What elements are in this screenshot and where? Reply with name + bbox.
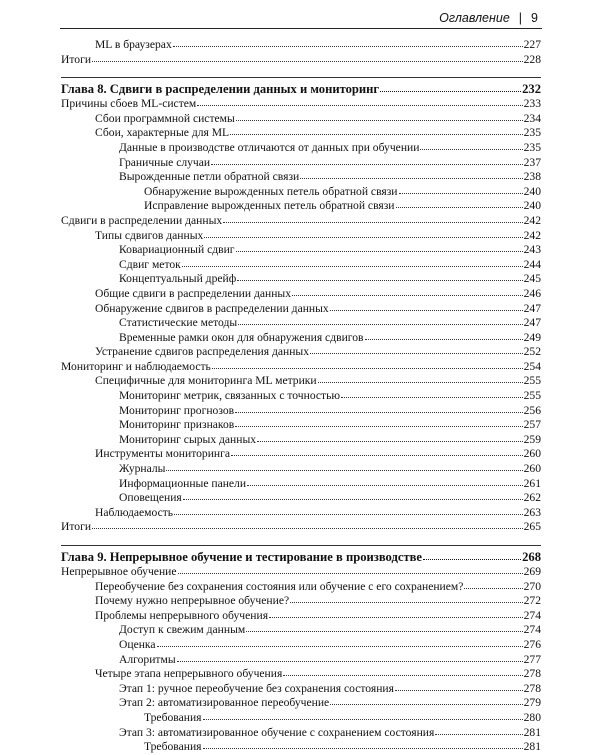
toc-entry-title: Оповещения [119,491,182,505]
dot-leader [92,519,523,529]
page-number: 9 [531,11,538,25]
dot-leader [157,637,523,647]
dot-leader [238,315,522,325]
toc-entry-title: Требования [144,740,202,754]
toc-entry[interactable] [61,520,541,535]
toc-entry[interactable] [61,653,541,668]
dot-leader [365,330,523,340]
dot-leader [269,608,523,618]
dot-leader [174,505,523,515]
toc-entry-title: Временные рамки окон для обнаружения сдвигов [119,330,364,344]
toc-entry-title: Глава 8. Сдвиги в распределении данных и мониторинг [61,82,380,97]
toc-entry-title: Статистические методы [119,316,238,330]
dot-leader [203,710,523,720]
dot-leader [166,461,522,471]
toc-entry[interactable] [61,447,541,462]
dot-leader [178,564,523,574]
dot-leader [236,111,523,121]
toc-entry-page: 274 [523,608,541,622]
toc-entry[interactable] [61,740,541,755]
toc-entry-page: 235 [523,126,541,140]
toc-entry-page: 247 [523,316,541,330]
toc-entry-title: Переобучение без сохранения состояния или обучение с его сохранением? [95,579,464,593]
dot-leader [290,593,522,603]
toc-entry-page: 256 [523,403,541,417]
toc-entry-title: Алгоритмы [119,652,176,666]
table-of-contents [61,38,541,755]
toc-entry[interactable] [61,214,541,229]
toc-entry[interactable] [61,696,541,711]
toc-entry-page: 240 [523,199,541,213]
toc-entry-title: Исправление вырожденных петель обратной связи [144,199,395,213]
toc-entry[interactable] [61,462,541,477]
toc-entry-title: Непрерывное обучение [61,565,177,578]
toc-entry-title: Мониторинг признаков [119,418,235,432]
toc-entry-page: 259 [523,432,541,446]
dot-leader [247,476,523,486]
dot-leader [283,666,522,676]
dot-leader [330,695,522,705]
toc-entry-page: 240 [523,184,541,198]
toc-entry-page: 243 [523,243,541,257]
toc-entry-page: 235 [523,140,541,154]
toc-entry-title: Этап 1: ручное переобучение без сохранения состояния [119,681,394,695]
dot-leader [423,550,521,560]
toc-entry-page: 268 [522,550,541,564]
dot-leader [197,96,522,106]
toc-entry-page: 265 [523,520,541,534]
toc-entry-title: Устранение сдвигов распределения данных [95,345,310,359]
toc-entry[interactable] [61,229,541,244]
toc-entry[interactable] [61,404,541,419]
toc-entry-page: 269 [523,565,541,578]
toc-entry-page: 262 [523,491,541,505]
toc-entry[interactable] [61,594,541,609]
toc-entry[interactable] [61,609,541,624]
toc-entry[interactable] [61,623,541,638]
toc-entry[interactable] [61,126,541,141]
dot-leader [310,344,523,354]
section-gap [61,67,541,77]
toc-entry-title: Вырожденные петли обратной связи [119,170,300,184]
page-header [60,8,542,29]
toc-entry-title: Мониторинг и наблюдаемость [61,359,211,373]
toc-entry-page: 263 [523,505,541,519]
toc-entry-title: Этап 2: автоматизированное переобучение [119,696,330,710]
toc-entry[interactable] [61,331,541,346]
toc-entry[interactable] [61,491,541,506]
toc-entry-title: Сбои программной системы [95,111,235,125]
toc-entry[interactable] [61,711,541,726]
toc-entry[interactable] [61,389,541,404]
dot-leader [380,82,521,92]
toc-entry-page: 237 [523,155,541,169]
toc-entry-page: 244 [523,257,541,271]
toc-entry-title: Почему нужно непрерывное обучение? [95,594,290,608]
dot-leader [203,739,523,749]
dot-leader [395,681,523,691]
dot-leader [177,652,523,662]
toc-entry-title: Общие сдвиги в распределении данных [95,286,292,300]
toc-entry[interactable] [61,667,541,682]
dot-leader [420,140,522,150]
toc-entry-title: Сдвиг меток [119,257,181,271]
dot-leader [330,301,523,311]
toc-entry-title: Информационные панели [119,476,247,490]
dot-leader [300,169,522,179]
toc-entry[interactable] [61,170,541,185]
toc-entry[interactable] [61,38,541,53]
toc-entry[interactable] [61,272,541,287]
toc-entry-page: 245 [523,272,541,286]
toc-entry-page: 274 [523,623,541,637]
toc-entry-title: Ковариационный сдвиг [119,243,235,257]
toc-entry-title: Мониторинг прогнозов [119,403,235,417]
toc-entry-page: 246 [523,286,541,300]
toc-entry-page: 238 [523,170,541,184]
toc-entry-title: Концептуальный дрейф [119,272,237,286]
toc-entry[interactable] [61,112,541,127]
toc-entry-page: 254 [523,359,541,373]
toc-entry[interactable] [61,287,541,302]
toc-entry[interactable] [61,506,541,521]
toc-entry[interactable] [61,433,541,448]
toc-entry[interactable] [61,53,541,68]
toc-entry-page: 227 [523,38,541,51]
dot-leader [435,725,522,735]
toc-entry[interactable] [61,345,541,360]
toc-entry-page: 272 [523,594,541,608]
toc-entry-title: Специфичные для мониторинга ML метрики [95,374,317,388]
toc-entry-page: 252 [523,345,541,359]
toc-entry-page: 257 [523,418,541,432]
toc-chapter-entry[interactable] [61,549,541,565]
toc-entry-page: 232 [522,82,541,97]
header-separator: | [518,11,523,25]
toc-entry-page: 234 [523,111,541,125]
toc-entry-page: 228 [523,52,541,66]
toc-entry-title: Сбои, характерные для ML [95,126,230,140]
toc-entry-page: 278 [523,681,541,695]
chapter-divider [61,545,541,546]
toc-entry[interactable] [61,682,541,697]
dot-leader [235,417,522,427]
toc-entry-page: 242 [523,213,541,227]
toc-entry-title: Обнаружение сдвигов в распределении данных [95,301,329,315]
toc-entry-page: 255 [523,389,541,403]
toc-entry-page: 261 [523,476,541,490]
toc-entry[interactable] [61,477,541,492]
toc-entry-title: ML в браузерах [95,38,172,51]
toc-entry-page: 277 [523,652,541,666]
toc-entry[interactable] [61,580,541,595]
toc-entry[interactable] [61,243,541,258]
toc-entry[interactable] [61,374,541,389]
toc-entry-title: Проблемы непрерывного обучения [95,608,269,622]
toc-entry-title: Журналы [119,462,166,476]
dot-leader [341,388,523,398]
toc-entry-page: 278 [523,667,541,681]
toc-entry[interactable] [61,141,541,156]
dot-leader [230,125,522,135]
toc-entry-page: 260 [523,462,541,476]
toc-entry-title: Данные в производстве отличаются от данных при обучении [119,140,420,154]
toc-entry[interactable] [61,316,541,331]
chapter-divider [61,77,541,78]
dot-leader [173,37,523,47]
toc-entry[interactable] [61,638,541,653]
toc-entry[interactable] [61,185,541,200]
dot-leader [211,155,523,165]
dot-leader [246,622,522,632]
dot-leader [464,579,522,589]
toc-entry-title: Типы сдвигов данных [95,228,204,242]
toc-entry-title: Итоги [61,52,92,66]
dot-leader [92,52,523,62]
toc-entry-title: Четыре этапа непрерывного обучения [95,667,283,681]
toc-entry[interactable] [61,258,541,273]
toc-entry[interactable] [61,726,541,741]
section-gap [61,535,541,545]
toc-entry-page: 260 [523,447,541,461]
dot-leader [318,373,523,383]
dot-leader [204,228,522,238]
toc-entry[interactable] [61,156,541,171]
toc-entry-title: Оценка [119,637,156,651]
toc-entry-title: Доступ к свежим данным [119,623,246,637]
toc-entry-title: Инструменты мониторинга [95,447,231,461]
toc-entry[interactable] [61,97,541,112]
toc-entry[interactable] [61,302,541,317]
toc-entry-page: 233 [523,97,541,111]
dot-leader [236,242,523,252]
toc-entry-title: Итоги [61,520,92,534]
toc-entry-title: Мониторинг сырых данных [119,432,257,446]
toc-entry-title: Этап 3: автоматизированное обучение с сохранением состояния [119,725,435,739]
dot-leader [237,271,522,281]
toc-entry[interactable] [61,360,541,375]
toc-entry-title: Причины сбоев ML-систем [61,97,197,111]
toc-entry-title: Обнаружение вырожденных петель обратной связи [144,184,398,198]
toc-entry-page: 249 [523,330,541,344]
toc-entry-page: 279 [523,696,541,710]
toc-entry-page: 280 [523,710,541,724]
dot-leader [396,198,523,208]
toc-entry-page: 281 [523,740,541,754]
toc-entry-page: 255 [523,374,541,388]
dot-leader [223,213,522,223]
toc-entry-page: 270 [523,579,541,593]
toc-entry-page: 242 [523,228,541,242]
toc-entry-title: Наблюдаемость [95,505,174,519]
toc-entry-page: 281 [523,725,541,739]
toc-entry-page: 276 [523,637,541,651]
toc-entry-title: Граничные случаи [119,155,211,169]
dot-leader [292,286,523,296]
toc-entry-title: Мониторинг метрик, связанных с точностью [119,389,341,403]
dot-leader [231,446,523,456]
toc-chapter-entry[interactable] [61,81,541,97]
toc-entry[interactable] [61,565,541,580]
toc-entry-title: Глава 9. Непрерывное обучение и тестирование в производстве [61,550,423,564]
dot-leader [257,432,523,442]
dot-leader [235,403,522,413]
toc-entry[interactable] [61,199,541,214]
toc-entry-page: 247 [523,301,541,315]
dot-leader [183,490,523,500]
dot-leader [182,257,523,267]
toc-entry[interactable] [61,418,541,433]
dot-leader [399,184,523,194]
dot-leader [212,359,523,369]
toc-entry-title: Требования [144,710,202,724]
running-section-title: Оглавление [439,11,510,25]
toc-entry-title: Сдвиги в распределении данных [61,213,223,227]
